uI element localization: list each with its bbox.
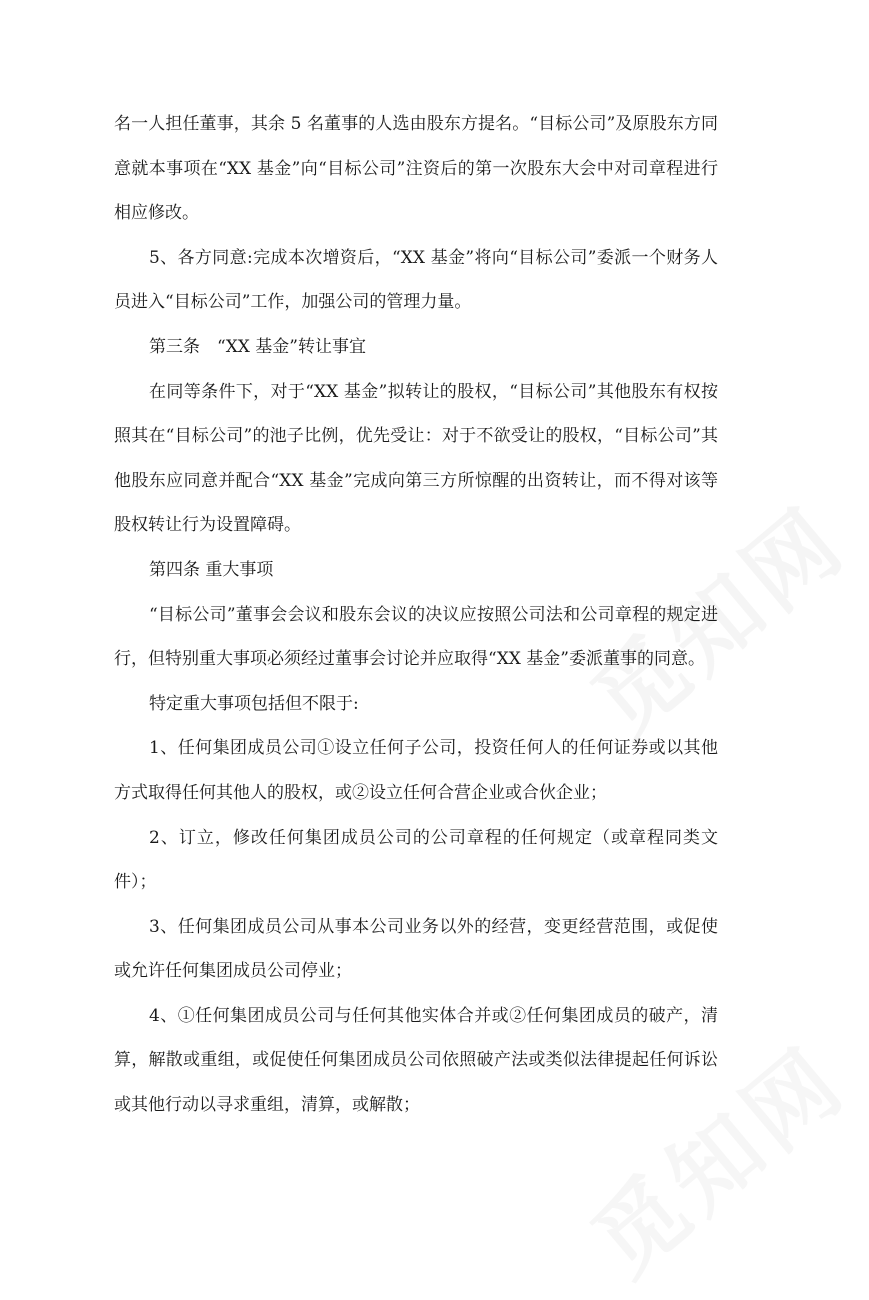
watermark: 觅知网 bbox=[573, 487, 867, 757]
document-body bbox=[114, 102, 718, 1128]
paragraph-equity-transfer: 在同等条件下，对于“XX 基金”拟转让的股权，“目标公司”其他股东有权按照其在“目标公司”的池子比例，优先受让：对于不欲受让的股权，“目标公司”其他股东应同意并配合“XX 基金”完成向第三方所惊醒的出资转让，而不得对该等股权转让行为设置障碍。 bbox=[114, 381, 718, 536]
list-item-3: 3、任何集团成员公司从事本公司业务以外的经营，变更经营范围，或促使或允许任何集团成员公司停业； bbox=[114, 916, 718, 982]
paragraph-finance-staff: 5、各方同意:完成本次增资后，“XX 基金”将向“目标公司”委派一个财务人员进入“目标公司”工作，加强公司的管理力量。 bbox=[114, 247, 718, 313]
list-item-1: 1、任何集团成员公司①设立任何子公司，投资任何人的任何证券或以其他方式取得任何其他人的股权，或②设立任何合营企业或合伙企业； bbox=[114, 738, 718, 803]
list-item-2: 2、订立，修改任何集团成员公司的公司章程的任何规定（或章程同类文件）； bbox=[114, 827, 718, 893]
heading-article-4: 第四条 重大事项 bbox=[149, 559, 274, 580]
paragraph-board-appointment: 名一人担任董事，其余 5 名董事的人选由股东方提名。“目标公司”及原股东方同意就本事项在“XX 基金”向“目标公司”注资后的第一次股东大会中对司章程进行相应修改。 bbox=[114, 114, 718, 224]
list-item-4: 4、①任何集团成员公司与任何其他实体合并或②任何集团成员的破产，清算，解散或重组，或促使任何集团成员公司依照破产法或类似法律提起任何诉讼或其他行动以寻求重组，清算，或解散； bbox=[114, 1005, 718, 1116]
watermark-lower: 觅知网 bbox=[573, 1027, 867, 1297]
heading-article-3: 第三条 “XX 基金”转让事宜 bbox=[149, 336, 366, 357]
paragraph-resolutions: “目标公司”董事会会议和股东会议的决议应按照公司法和公司章程的规定进行，但特别重大事项必须经过董事会讨论并应取得“XX 基金”委派董事的同意。 bbox=[114, 604, 718, 670]
paragraph-major-matters-intro: 特定重大事项包括但不限于: bbox=[149, 693, 359, 714]
